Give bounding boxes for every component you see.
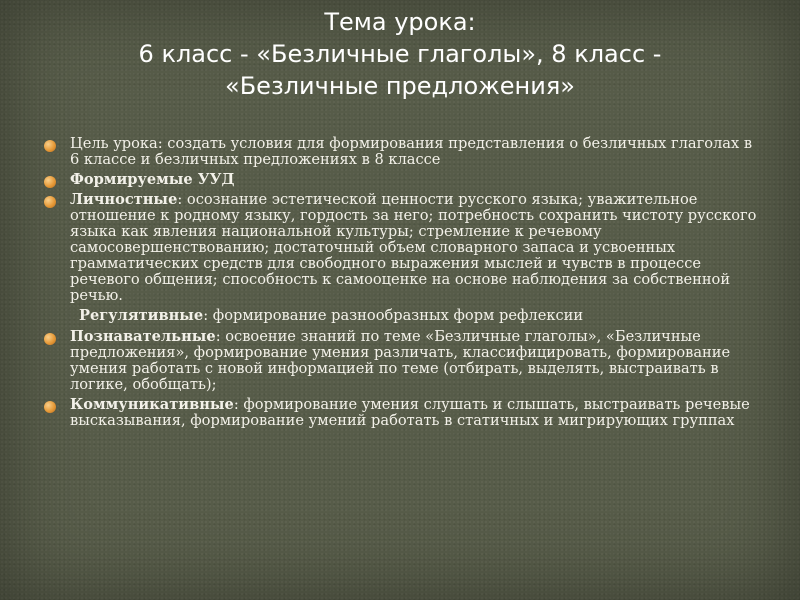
list-item-communicative — [44, 397, 764, 429]
regulative-text: : формирование разнообразных форм рефлексии — [203, 307, 584, 324]
bullet-icon — [44, 176, 56, 188]
list-item-regulative — [44, 308, 764, 324]
list-item-uud — [44, 172, 764, 188]
bullet-icon — [44, 140, 56, 152]
cognitive-text: : освоение знаний по теме «Безличные глаголы», «Безличные предложения», формирование умения различать, классифицировать, формирование умения работать с новой информацией по теме (отбирать, выделять, выстраивать в логике, обобщать); — [70, 328, 731, 393]
title-line-1: Тема урока: — [324, 8, 476, 36]
bullet-icon — [44, 401, 56, 413]
list-item-goal — [44, 136, 764, 168]
personal-heading: Личностные — [70, 191, 178, 208]
communicative-text: : формирование умения слушать и слышать, выстраивать речевые высказывания, формирование умений работать в статичных и мигрирующих группах — [70, 396, 750, 429]
title-line-3: «Безличные предложения» — [225, 72, 575, 100]
bullet-list — [44, 136, 764, 433]
uud-heading: Формируемые УУД — [70, 171, 235, 188]
list-item-personal — [44, 192, 764, 304]
bullet-icon — [44, 333, 56, 345]
communicative-heading: Коммуникативные — [70, 396, 234, 413]
regulative-heading: Регулятивные — [79, 307, 204, 324]
cognitive-heading: Познавательные — [70, 328, 216, 345]
slide-title — [60, 6, 740, 102]
personal-text: : осознание эстетической ценности русского языка; уважительное отношение к родному языку, гордость за него; потребность сохранить чистоту русского языка как явления национальной культуры; стремление к речевому самосовершенствованию; достаточный объем словарного запаса и усвоенных грамматических средств для свободного выражения мыслей и чувств в процессе речевого общения; способность к самооценке на основе наблюдения за собственной речью. — [70, 191, 757, 304]
bullet-icon — [44, 196, 56, 208]
title-line-2: 6 класс - «Безличные глаголы», 8 класс - — [138, 40, 662, 68]
list-item-cognitive — [44, 329, 764, 393]
goal-text: Цель урока: создать условия для формирования представления о безличных глаголах в 6 классе и безличных предложениях в 8 классе — [70, 135, 753, 168]
